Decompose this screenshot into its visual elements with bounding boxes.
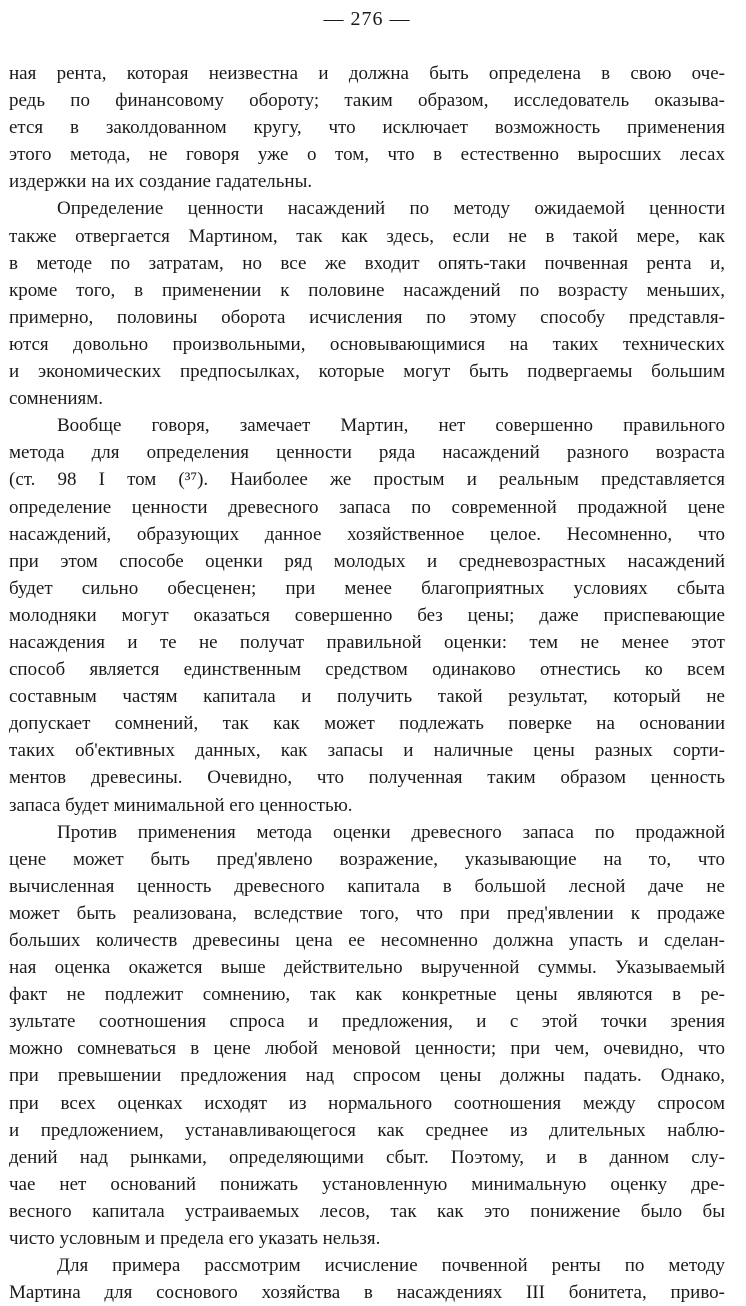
text-line: таких об'ективных данных, как запасы и наличные цены разных сорти- <box>9 740 725 762</box>
text-line: составным частям капитала и получить такой результат, который не <box>9 686 725 708</box>
text-line: при всех оценках исходят из нормального соотношения между спросом <box>9 1092 725 1114</box>
text-line: ная оценка окажется выше действительно вырученной суммы. Указываемый <box>9 957 725 979</box>
text-line: можно сомневаться в цене любой меновой ценности; при чем, очевидно, что <box>9 1038 725 1060</box>
text-line: зультате соотношения спроса и предложения, и с этой точки зрения <box>9 1011 725 1033</box>
text-line: ная рента, которая неизвестна и должна быть определена в свою оче- <box>9 63 725 84</box>
text-line: в методе по затратам, но все же входит опять-таки почвенная рента и, <box>9 252 725 274</box>
text-line: цене может быть пред'явлено возражение, указывающие на то, что <box>9 848 725 870</box>
text-line: весного капитала устраиваемых лесов, так как это понижение было бы <box>9 1200 725 1222</box>
text-line: Определение ценности насаждений по методу ожидаемой ценности <box>57 198 725 220</box>
text-line: способ является единственным средством одинаково отнестись ко всем <box>9 659 725 681</box>
text-line: будет сильно обесценен; при менее благоприятных условиях сбыта <box>9 577 725 599</box>
text-line: запаса будет минимальной его ценностью. <box>9 794 353 816</box>
text-line: сомнениям. <box>9 388 104 410</box>
text-line: и экономических предпосылках, которые могут быть подвергаемы большим <box>9 361 725 383</box>
text-line: насаждения и те не получат правильной оценки: тем не менее этот <box>9 631 725 653</box>
text-line: вычисленная ценность древесного капитала в большой лесной даче не <box>9 875 725 897</box>
text-line: кроме того, в применении к половине насаждений по возрасту меньших, <box>9 279 725 301</box>
text-line: Для примера рассмотрим исчисление почвенной ренты по методу <box>57 1255 725 1277</box>
text-line: (ст. 98 I том (³⁷). Наиболее же простым и реальным представляется <box>9 469 725 491</box>
paragraph <box>9 819 725 1253</box>
text-line: может быть реализована, вследствие того, что при пред'явлении к продаже <box>9 902 725 924</box>
text-line: Против применения метода оценки древесного запаса по продажной <box>57 821 725 843</box>
text-line: метода для определения ценности ряда насаждений разного возраста <box>9 442 725 464</box>
text-line: также отвергается Мартином, так как здесь, если не в такой мере, как <box>9 225 725 247</box>
body-text <box>9 60 725 1306</box>
paragraph <box>9 195 725 412</box>
paragraph <box>9 1252 725 1306</box>
text-line: этого метода, не говоря уже о том, что в естественно выросших лесах <box>9 144 725 166</box>
text-line: Вообще говоря, замечает Мартин, нет совершенно правильного <box>57 415 725 437</box>
page-number: — 276 — <box>323 8 411 30</box>
text-line: допускает сомнений, так как может подлежать поверке на основании <box>9 713 725 735</box>
paragraph <box>9 412 725 818</box>
text-line: издержки на их создание гадательны. <box>9 171 313 193</box>
text-line: редь по финансовому обороту; таким образом, исследователь оказыва- <box>9 90 725 112</box>
text-line: факт не подлежит сомнению, так как конкретные цены являются в ре- <box>9 984 725 1006</box>
text-line: чисто условным и предела его указать нельзя. <box>9 1228 381 1250</box>
text-line: ментов древесины. Очевидно, что полученная таким образом ценность <box>9 767 725 789</box>
text-line: и предложением, устанавливающегося как среднее из длительных наблю- <box>9 1119 725 1141</box>
text-line: дений над рынками, определяющими сбыт. Поэтому, и в данном слу- <box>9 1146 725 1168</box>
book-page <box>9 0 725 1304</box>
text-line: Мартина для соснового хозяйства в насаждениях III бонитета, приво- <box>9 1282 725 1304</box>
text-line: молодняки могут оказаться совершенно без цены; даже приспевающие <box>9 604 725 626</box>
text-line: определение ценности древесного запаса по современной продажной цене <box>9 496 725 518</box>
text-line: ются довольно произвольными, основывающимися на таких технических <box>9 333 725 355</box>
text-line: при превышении предложения над спросом цены должны падать. Однако, <box>9 1065 725 1087</box>
text-line: примерно, половины оборота исчисления по этому способу представля- <box>9 306 725 328</box>
text-line: насаждений, образующих данное хозяйственное целое. Несомненно, что <box>9 523 725 545</box>
text-line: при этом способе оценки ряд молодых и средневозрастных насаждений <box>9 550 725 572</box>
paragraph <box>9 60 725 195</box>
text-line: больших количеств древесины цена ее несомненно должна упасть и сделан- <box>9 930 725 951</box>
text-line: чае нет оснований понижать установленную минимальную оценку дре- <box>9 1173 725 1195</box>
text-line: ется в заколдованном кругу, что исключает возможность применения <box>9 117 725 139</box>
